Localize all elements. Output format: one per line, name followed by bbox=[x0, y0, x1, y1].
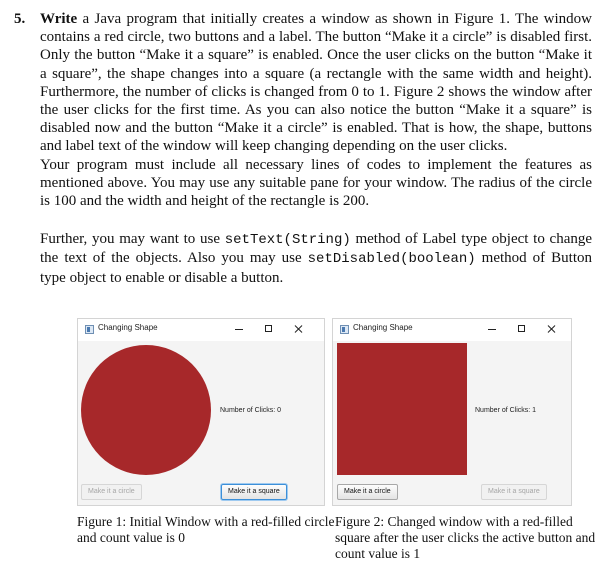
figure1-count-label: Number of Clicks: 0 bbox=[220, 407, 282, 414]
figure2-make-square-button[interactable]: Make it a square bbox=[481, 484, 547, 500]
figure1-window bbox=[77, 318, 325, 506]
figure1-titlebar bbox=[78, 319, 324, 341]
figure1-make-circle-button[interactable]: Make it a circle bbox=[81, 484, 142, 500]
close-icon[interactable] bbox=[290, 321, 308, 337]
paragraph-1 bbox=[40, 10, 592, 156]
problem-number: 5. bbox=[14, 11, 26, 27]
paragraph-3-part-a: Further, you may want to use bbox=[40, 231, 225, 248]
minimize-icon[interactable] bbox=[230, 321, 248, 337]
minimize-icon[interactable] bbox=[483, 321, 501, 337]
figure1-window-title: Changing Shape bbox=[98, 323, 158, 332]
paragraph-3-part-b: method of Label type object to change the text of the objects. Also you may use bbox=[40, 231, 593, 267]
red-square-shape bbox=[337, 343, 467, 475]
code-settext: setText(String) bbox=[224, 232, 351, 249]
paragraph-3-part-c: method of Button type object to enable or disable a button. bbox=[40, 250, 592, 286]
red-circle-shape bbox=[81, 345, 211, 475]
window-app-icon bbox=[85, 325, 94, 334]
paragraph-2: Your program must include all necessary lines of codes to implement the features as mentioned above. You may use any suitable pane for your window. The radius of the circle is 100 and the width and height of the rectangle is 200. bbox=[40, 156, 592, 210]
figure2-caption: Figure 2: Changed window with a red-filled square after the user clicks the active button and count value is 1 bbox=[335, 514, 596, 561]
figure1-caption: Figure 1: Initial Window with a red-filled circle and count value is 0 bbox=[77, 514, 335, 545]
figure2-make-circle-button[interactable]: Make it a circle bbox=[337, 484, 398, 500]
problem-statement bbox=[14, 10, 593, 287]
window-app-icon bbox=[340, 325, 349, 334]
figure2-count-label: Number of Clicks: 1 bbox=[475, 407, 537, 414]
maximize-icon[interactable] bbox=[513, 321, 531, 337]
figure1-make-square-button[interactable]: Make it a square bbox=[221, 484, 287, 500]
maximize-icon[interactable] bbox=[260, 321, 278, 337]
code-setdisabled: setDisabled(boolean) bbox=[307, 251, 476, 268]
figure2-window bbox=[332, 318, 572, 506]
figure2-window-title: Changing Shape bbox=[353, 323, 413, 332]
paragraph-3 bbox=[40, 230, 592, 287]
lead-word: Write bbox=[40, 11, 78, 27]
close-icon[interactable] bbox=[543, 321, 561, 337]
figure2-titlebar bbox=[333, 319, 571, 341]
paragraph-1-text: a Java program that initially creates a window as shown in Figure 1. The window contains a red circle, two buttons and a label. The button “Make it a circle” is disabled first. Only the button “Make it a square” is enabled. Once the user clicks on the button “Make it a square”, the shape changes into a square (a rectangle with the same width and height). Furthermore, the number of clicks is changed from 0 to 1. Figure 2 shows the window after the user clicks for the first time. As you can also notice the button “Make it a square” is disabled now and the button “Make it a circle” is enabled. That is how, the shape, buttons and label text of the window will keep changing depending on the user clicks. bbox=[40, 11, 593, 155]
